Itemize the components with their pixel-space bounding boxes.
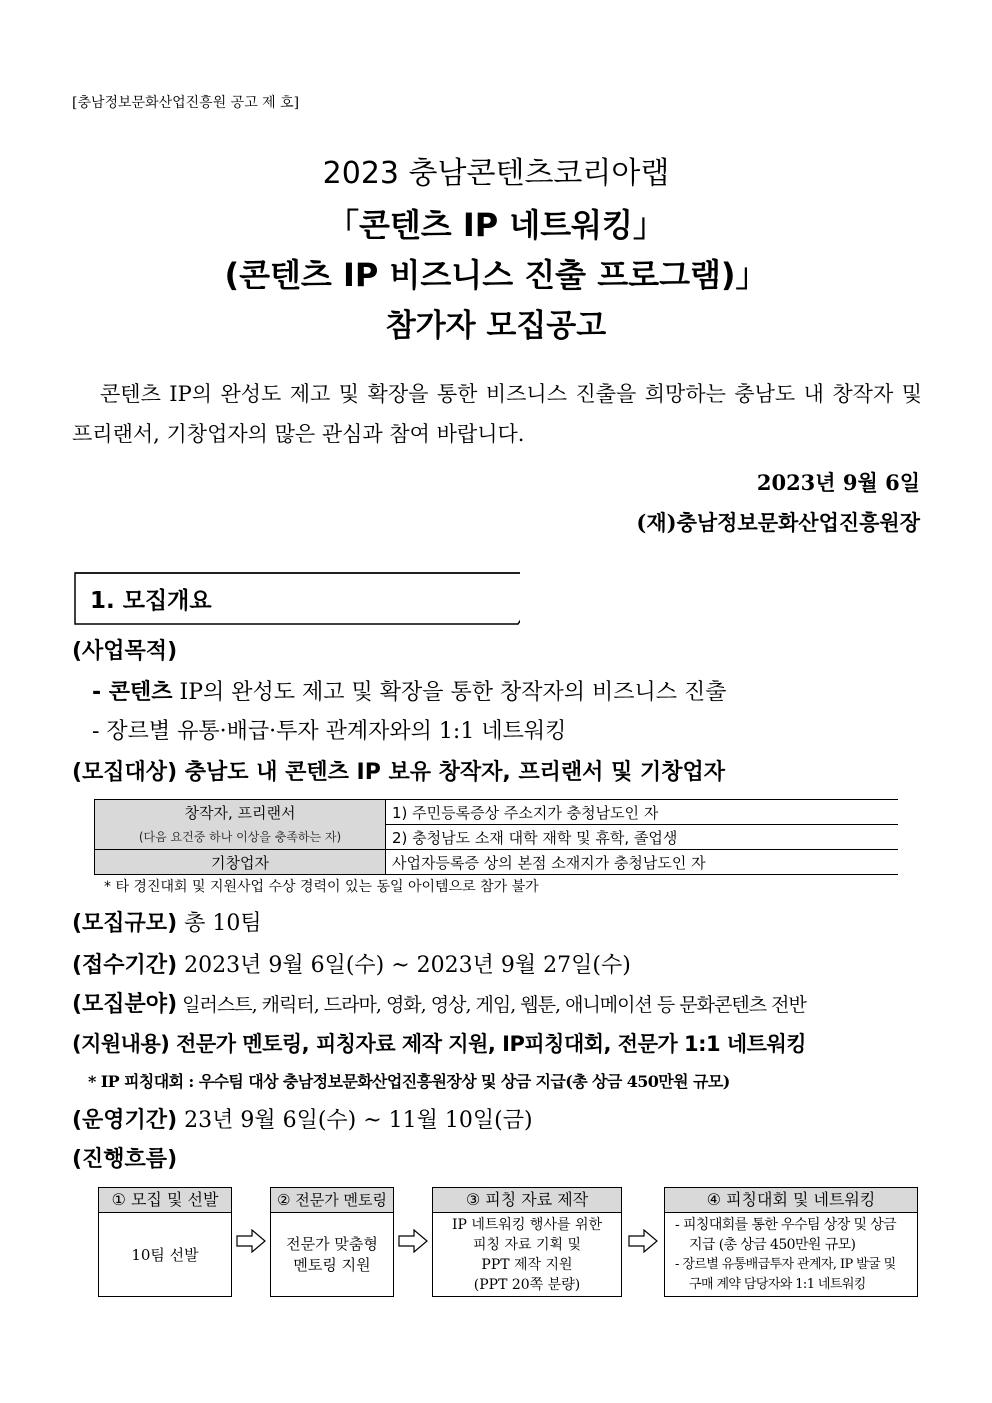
flow-step-1-body: 10팀 선발 bbox=[131, 1245, 199, 1264]
flow-step-4-item-2: - 장르별 유통배급투자 관계자, IP 발굴 및 구매 계약 담당자와 1:1 네트워킹 bbox=[675, 1257, 896, 1292]
operation-label: (운영기간) bbox=[72, 1108, 178, 1133]
title-line-4: 참가자 모집공고 bbox=[385, 308, 607, 344]
target-table bbox=[94, 799, 898, 875]
target-creator-sub: (다음 요건중 하나 이상을 충족하는 자) bbox=[95, 825, 386, 850]
announce-date: 2023년 9월 6일 bbox=[756, 470, 920, 495]
title-line-1: 2023 충남콘텐츠코리아랩 bbox=[322, 156, 670, 191]
flow-step-3-line-4: (PPT 20쪽 분량) bbox=[473, 1277, 581, 1293]
flow-arrow-1-icon bbox=[236, 1229, 266, 1253]
period-label: (접수기간) bbox=[72, 953, 178, 978]
flow-step-2-line-2: 멘토링 지원 bbox=[293, 1256, 371, 1274]
flow-step-4-list bbox=[665, 1213, 917, 1297]
operation-row bbox=[72, 1103, 533, 1134]
target-founder-cond: 사업자등록증 상의 본점 소재지가 충청남도인 자 bbox=[386, 850, 899, 875]
target-founder-cell: 기창업자 bbox=[95, 850, 386, 875]
flow-label: (진행흐름) bbox=[72, 1147, 178, 1172]
purpose-bullet-1-rest: IP의 완성도 제고 및 확장을 통한 창작자의 비즈니스 진출 bbox=[172, 680, 727, 705]
purpose-bullet-1-bold: - 콘텐츠 bbox=[92, 680, 173, 705]
notice-number: [충남정보문화산업진흥원 공고 제 호] bbox=[72, 95, 300, 111]
flow-step-2-line-1: 전문가 맞춤형 bbox=[286, 1235, 378, 1253]
flow-arrow-2-icon bbox=[398, 1229, 428, 1253]
scale-row bbox=[72, 906, 262, 937]
flow-step-1-head: ① 모집 및 선발 bbox=[99, 1188, 231, 1213]
field-row bbox=[72, 987, 806, 1018]
period-row bbox=[72, 948, 631, 979]
flow-arrow-3-icon bbox=[628, 1229, 658, 1253]
flow-step-2 bbox=[270, 1187, 394, 1297]
flow-step-3-head: ③ 피칭 자료 제작 bbox=[433, 1188, 621, 1213]
flow-step-3-line-3: PPT 제작 지원 bbox=[481, 1257, 573, 1273]
flow-step-3-line-2: 피칭 자료 기획 및 bbox=[472, 1237, 582, 1253]
target-creator-cell: 창작자, 프리랜서 bbox=[95, 800, 386, 825]
flow-step-4-head: ④ 피칭대회 및 네트워킹 bbox=[665, 1188, 917, 1213]
field-value: 일러스트, 캐릭터, 드라마, 영화, 영상, 게임, 웹툰, 애니메이션 등 문화콘텐츠 전반 bbox=[177, 994, 806, 1016]
scale-value: 총 10팀 bbox=[177, 911, 262, 936]
title-line-3: (콘텐츠 IP 비즈니스 진출 프로그램)」 bbox=[224, 256, 768, 294]
target-creator-cond-2: 2) 충청남도 소재 대학 재학 및 휴학, 졸업생 bbox=[386, 825, 899, 850]
purpose-bullet-2: - 장르별 유통·배급·투자 관계자와의 1:1 네트워킹 bbox=[92, 719, 567, 744]
flow-step-3-body bbox=[433, 1213, 621, 1297]
flow-step-4 bbox=[664, 1187, 918, 1297]
flow-step-2-body bbox=[271, 1213, 393, 1297]
support-note: * IP 피칭대회 : 우수팀 대상 충남정보문화산업진흥원장상 및 상금 지급(총 상금 450만원 규모) bbox=[88, 1072, 730, 1091]
purpose-label: (사업목적) bbox=[72, 639, 178, 664]
field-label: (모집분야) bbox=[72, 992, 178, 1017]
operation-value: 23년 9월 6일(수) ~ 11월 10일(금) bbox=[177, 1108, 533, 1133]
flow-step-4-item-1: - 피칭대회를 통한 우수팀 상장 및 상금 지급 (총 상금 450만원 규모) bbox=[675, 1217, 897, 1253]
target-creator-cond-1: 1) 주민등록증상 주소지가 충청남도인 자 bbox=[386, 800, 899, 825]
flow-step-3-line-1: IP 네트워킹 행사를 위한 bbox=[451, 1217, 603, 1233]
flow-step-1 bbox=[98, 1187, 232, 1297]
section-header-box bbox=[74, 572, 516, 624]
flow-step-2-head: ② 전문가 멘토링 bbox=[271, 1188, 393, 1213]
purpose-bullet-1 bbox=[92, 675, 727, 706]
intro-paragraph: 콘텐츠 IP의 완성도 제고 및 확장을 통한 비즈니스 진출을 희망하는 충남도 내 창작자 및 프리랜서, 기창업자의 많은 관심과 참여 바랍니다. bbox=[72, 382, 922, 446]
section-title: 1. 모집개요 bbox=[90, 588, 212, 614]
target-label: (모집대상) 충남도 내 콘텐츠 IP 보유 창작자, 프리랜서 및 기창업자 bbox=[72, 760, 726, 785]
support-label: (지원내용) 전문가 멘토링, 피칭자료 제작 지원, IP피칭대회, 전문가 1:1 네트워킹 bbox=[72, 1032, 807, 1056]
target-note: * 타 경진대회 및 지원사업 수상 경력이 있는 동일 아이템으로 참가 불가 bbox=[104, 879, 539, 895]
flow-step-3 bbox=[432, 1187, 622, 1297]
scale-label: (모집규모) bbox=[72, 911, 178, 936]
period-value: 2023년 9월 6일(수) ~ 2023년 9월 27일(수) bbox=[177, 953, 631, 978]
title-line-2: 「콘텐츠 IP 네트워킹」 bbox=[326, 206, 666, 244]
issuer-name: (재)충남정보문화산업진흥원장 bbox=[636, 510, 920, 535]
